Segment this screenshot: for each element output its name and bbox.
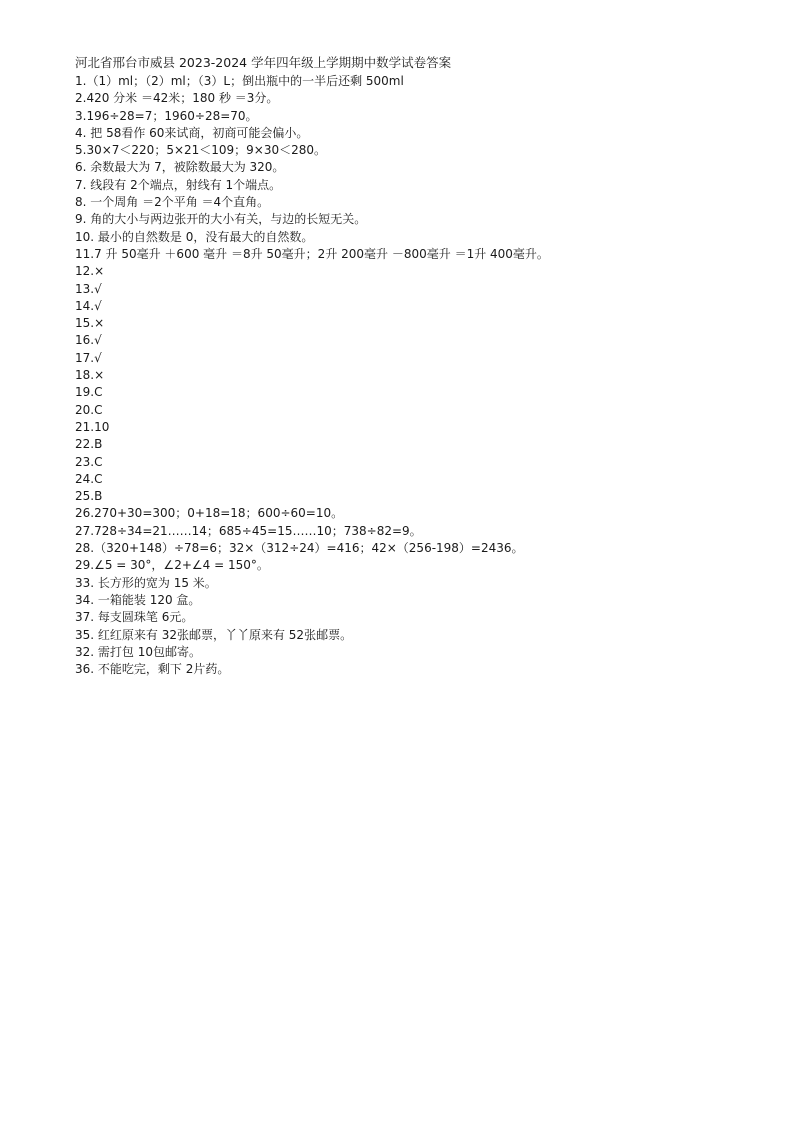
answer-line: 24.C bbox=[75, 471, 103, 486]
answer-line: 27.728÷34=21……14；685÷45=15……10；738÷82=9。 bbox=[75, 523, 422, 538]
answer-line: 17.√ bbox=[75, 350, 102, 365]
answer-line: 7. 线段有 2个端点，射线有 1个端点。 bbox=[75, 177, 282, 192]
document-title: 河北省邢台市威县 2023-2024 学年四年级上学期期中数学试卷答案 bbox=[75, 55, 452, 70]
answer-line: 1.（1）ml；（2）ml；（3）L；倒出瓶中的一半后还剩 500ml bbox=[75, 74, 404, 88]
answer-line: 37. 每支圆珠笔 6元。 bbox=[75, 610, 194, 625]
answer-line: 16.√ bbox=[75, 333, 102, 348]
answer-line: 25.B bbox=[75, 489, 103, 504]
answer-line: 35. 红红原来有 32张邮票，丫丫原来有 52张邮票。 bbox=[75, 627, 353, 642]
answer-line: 15.× bbox=[75, 316, 105, 331]
answer-line: 29.∠5 = 30°，∠2+∠4 = 150°。 bbox=[75, 558, 269, 573]
answer-line: 9. 角的大小与两边张开的大小有关，与边的长短无关。 bbox=[75, 212, 367, 227]
answer-line: 2.420 分米 ＝42米；180 秒 ＝3分。 bbox=[75, 91, 279, 106]
answer-line: 12.× bbox=[75, 264, 105, 279]
answer-line: 5.30×7＜220；5×21＜109；9×30＜280。 bbox=[75, 143, 327, 158]
answer-line: 14.√ bbox=[75, 298, 102, 313]
answer-line: 4. 把 58看作 60来试商，初商可能会偏小。 bbox=[75, 125, 309, 140]
answer-list bbox=[75, 73, 549, 678]
answer-line: 20.C bbox=[75, 402, 103, 417]
answer-line: 3.196÷28=7；1960÷28=70。 bbox=[75, 108, 258, 123]
answer-line: 36. 不能吃完，剩下 2片药。 bbox=[75, 662, 230, 677]
answer-line: 13.√ bbox=[75, 281, 102, 296]
answer-line: 34. 一箱能装 120 盒。 bbox=[75, 592, 201, 607]
answer-line: 18.× bbox=[75, 368, 105, 383]
answer-line: 6. 余数最大为 7，被除数最大为 320。 bbox=[75, 160, 285, 175]
answer-line: 23.C bbox=[75, 454, 103, 469]
answer-line: 19.C bbox=[75, 385, 103, 400]
answer-line: 21.10 bbox=[75, 419, 110, 434]
answer-line: 8. 一个周角 ＝2个平角 ＝4个直角。 bbox=[75, 195, 270, 210]
answer-line: 32. 需打包 10包邮寄。 bbox=[75, 644, 201, 659]
answer-line: 33. 长方形的宽为 15 米。 bbox=[75, 575, 217, 590]
answer-line: 22.B bbox=[75, 437, 103, 452]
answer-line: 26.270+30=300；0+18=18；600÷60=10。 bbox=[75, 506, 344, 521]
answer-line: 10. 最小的自然数是 0，没有最大的自然数。 bbox=[75, 229, 314, 244]
answer-line: 11.7 升 50毫升 ＋600 毫升 ＝8升 50毫升；2升 200毫升 －800毫升 ＝1升 400毫升。 bbox=[75, 246, 549, 261]
answer-line: 28.（320+148）÷78=6；32×（312÷24）=416；42×（256-198）=2436。 bbox=[75, 541, 524, 556]
